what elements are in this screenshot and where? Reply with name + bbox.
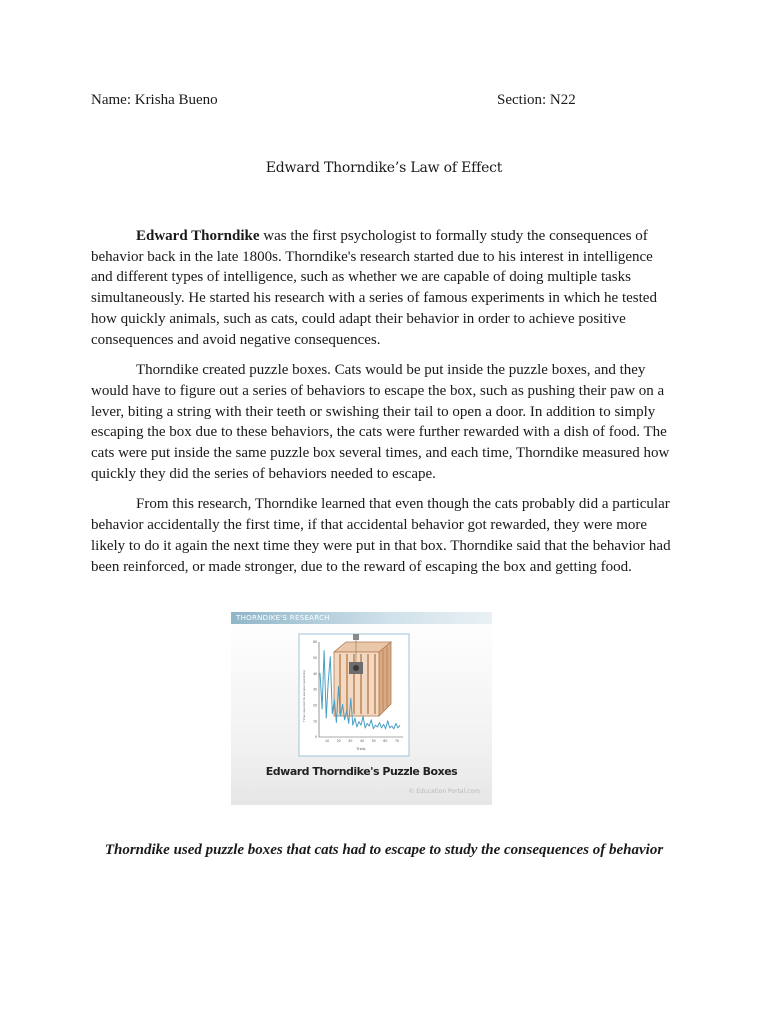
- x-tick-label: 30: [348, 739, 353, 743]
- figure-inner-caption: Edward Thorndike's Puzzle Boxes: [265, 765, 458, 778]
- document-title: Edward Thorndike’s Law of Effect: [265, 160, 503, 176]
- figure-credit: © Education Portal.com: [408, 788, 480, 795]
- student-name: Name: Krisha Bueno: [91, 92, 218, 108]
- y-tick-label: 10: [312, 719, 317, 724]
- puzzle-box-icon: [334, 634, 391, 716]
- paragraph-2: Thorndike created puzzle boxes. Cats would be put inside the puzzle boxes, and they would have to figure out a series of behaviors to escape the box, such as pushing their paw on a lever, biting a string with their teeth or swishing their tail to open a door. In addition to simply escaping the box due to these behaviors, the cats were further rewarded with a dish of food. The cats were put inside the same puzzle box several times, and each time, Thorndike measured how quickly they did the series of behaviors needed to escape.: [91, 362, 670, 482]
- x-tick-label: 60: [383, 739, 388, 743]
- puzzle-box-figure: [231, 612, 492, 805]
- y-tick-label: 60: [312, 640, 317, 645]
- x-tick-label: 20: [336, 739, 341, 743]
- section-label: Section: N22: [497, 92, 576, 108]
- y-tick-label: 30: [312, 687, 317, 692]
- figure-illustration: [231, 624, 492, 765]
- paragraph-1-text: was the first psychologist to formally study the consequences of behavior back in the late 1800s. Thorndike's research started due to his interest in intelligence and different types of intelligence, such as whether we are capable of doing multiple tasks simultaneously. He started his research with a series of famous experiments in which he tested how quickly animals, such as cats, could adapt their behavior in order to achieve positive consequences and avoid negative consequences.: [91, 228, 657, 348]
- paragraph-1: [91, 226, 677, 350]
- y-tick-label: 0: [314, 735, 317, 740]
- paragraph-1-bold: Edward Thorndike: [136, 228, 260, 244]
- y-axis-label: Time required to escape (seconds): [302, 670, 306, 722]
- x-tick-label: 10: [324, 739, 330, 743]
- x-tick-label: 70: [394, 739, 400, 743]
- body-text: [91, 226, 677, 587]
- paragraph-3: From this research, Thorndike learned that even though the cats probably did a particular behavior accidentally the first time, if that accidental behavior got rewarded, they were more likely to do it again the next time they were put in that box. Thorndike said that the behavior had been reinforced, or made stronger, due to the reward of escaping the box and getting food.: [91, 496, 671, 575]
- x-tick-label: 50: [371, 739, 376, 743]
- y-tick-label: 20: [312, 703, 317, 708]
- figure-banner: THORNDIKE'S RESEARCH: [231, 612, 492, 624]
- figure-caption: Thorndike used puzzle boxes that cats had to escape to study the consequences of behavior: [104, 842, 664, 858]
- x-axis-label: Trials: [356, 747, 366, 751]
- x-tick-label: 40: [359, 739, 365, 743]
- y-tick-label: 50: [312, 656, 317, 661]
- y-tick-label: 40: [312, 671, 317, 676]
